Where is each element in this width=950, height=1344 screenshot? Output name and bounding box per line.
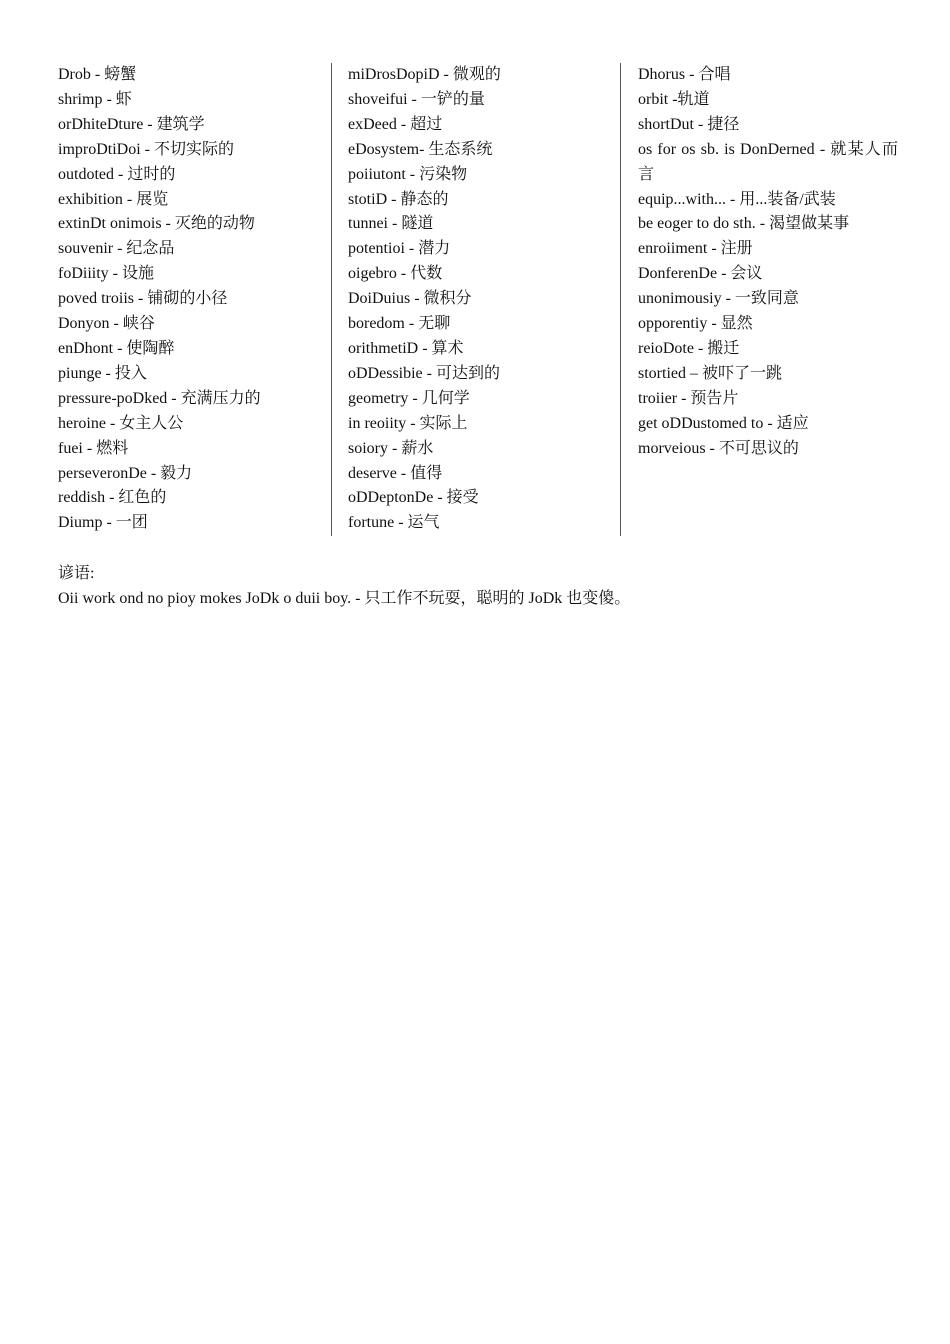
vocab-entry: exDeed - 超过 <box>348 115 443 133</box>
vocab-entry: fuei - 燃料 <box>58 439 129 457</box>
vocab-entry: DonferenDe - 会议 <box>638 265 763 283</box>
vocab-entry: reddish - 红色的 <box>58 489 167 507</box>
vocab-entry: souvenir - 纪念品 <box>58 240 175 258</box>
vocab-entry: fortune - 运气 <box>348 514 440 532</box>
vocab-entry: oDDessibie - 可达到的 <box>348 364 500 382</box>
vocab-entry: oigebro - 代数 <box>348 265 443 283</box>
vocab-entry: enroiiment - 注册 <box>638 240 753 258</box>
vocab-entry: opporentiy - 显然 <box>638 315 753 333</box>
vocab-entry: shrimp - 虾 <box>58 90 132 108</box>
vocab-entry: piunge - 投入 <box>58 364 147 382</box>
vocab-entry: Dhorus - 合唱 <box>638 66 731 83</box>
proverb-text: Oii work ond no pioy mokes JoDk o duii boy. - 只工作不玩耍，聪明的 JoDk 也变傻。 <box>58 589 631 607</box>
vocab-entry: potentioi - 潜力 <box>348 240 451 258</box>
vocab-entry: shoveifui - 一铲的量 <box>348 90 485 108</box>
vocab-entry: reioDote - 搬迁 <box>638 339 740 357</box>
vocab-column-3 <box>620 63 898 536</box>
vocab-entry: shortDut - 捷径 <box>638 115 740 133</box>
vocab-entry: improDtiDoi - 不切实际的 <box>58 140 234 158</box>
vocab-entry: miDrosDopiD - 微观的 <box>348 66 501 83</box>
vocab-entry: Diump - 一团 <box>58 514 148 532</box>
vocab-entry: unonimousiy - 一致同意 <box>638 290 799 308</box>
vocab-entry: equip...with... - 用...装备/武装 <box>638 190 836 208</box>
vocab-entry: stortied – 被吓了一跳 <box>638 364 782 382</box>
vocab-entry: tunnei - 隧道 <box>348 215 434 233</box>
vocab-entry: morveious - 不可思议的 <box>638 439 799 457</box>
vocab-entry: Donyon - 峡谷 <box>58 315 155 333</box>
vocab-entry: orbit -轨道 <box>638 90 710 108</box>
vocab-entry: stotiD - 静态的 <box>348 190 449 208</box>
vocab-entry: heroine - 女主人公 <box>58 414 184 432</box>
vocab-entry: os for os sb. is DonDerned - 就某人而言 <box>638 140 898 183</box>
vocab-entry: eDosystem- 生态系统 <box>348 140 493 158</box>
vocab-entry: extinDt onimois - 灭绝的动物 <box>58 215 255 233</box>
vocab-column-2 <box>331 63 620 536</box>
vocab-entry: outdoted - 过时的 <box>58 165 176 183</box>
proverb-section <box>58 562 898 612</box>
proverb-label: 谚语: <box>58 565 95 582</box>
vocab-column-1 <box>58 63 331 536</box>
vocabulary-columns <box>58 63 898 536</box>
vocab-entry: enDhont - 使陶醉 <box>58 339 175 357</box>
vocab-entry: orithmetiD - 算术 <box>348 339 464 357</box>
vocab-entry: soiory - 薪水 <box>348 439 434 457</box>
vocab-entry: pressure-poDked - 充满压力的 <box>58 389 261 407</box>
vocab-entry: geometry - 几何学 <box>348 389 470 407</box>
vocab-entry: be eoger to do sth. - 渴望做某事 <box>638 215 850 233</box>
vocab-entry: Drob - 螃蟹 <box>58 66 137 83</box>
vocab-entry: DoiDuius - 微积分 <box>348 290 472 308</box>
vocab-entry: poiiutont - 污染物 <box>348 165 468 183</box>
vocab-entry: perseveronDe - 毅力 <box>58 464 193 482</box>
vocab-entry: foDiiity - 设施 <box>58 265 154 283</box>
vocab-entry: in reoiity - 实际上 <box>348 414 468 432</box>
vocab-entry: oDDeptonDe - 接受 <box>348 489 479 507</box>
vocab-entry: boredom - 无聊 <box>348 315 451 333</box>
vocab-entry: exhibition - 展览 <box>58 190 169 208</box>
vocab-entry: poved troiis - 铺砌的小径 <box>58 290 228 308</box>
vocab-entry: deserve - 值得 <box>348 464 443 482</box>
vocab-entry: get oDDustomed to - 适应 <box>638 414 809 432</box>
vocab-entry: troiier - 预告片 <box>638 389 739 407</box>
vocab-entry: orDhiteDture - 建筑学 <box>58 115 205 133</box>
